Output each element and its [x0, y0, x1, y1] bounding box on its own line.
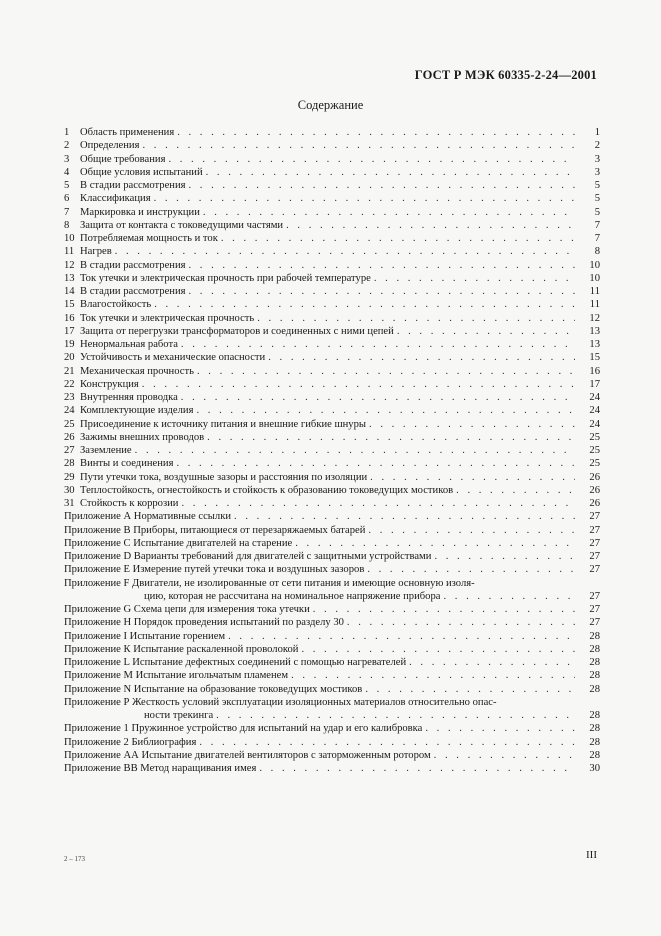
toc-entry — [64, 391, 600, 404]
toc-entry-page: 3 — [594, 166, 600, 178]
toc-entry-page: 27 — [589, 617, 600, 629]
toc-entry-page: 28 — [589, 736, 600, 748]
toc-entry-page: 28 — [589, 643, 600, 655]
toc-entry-text: Зажимы внешних проводов — [80, 431, 205, 443]
toc-entry-label: Приложение ВВ Метод наращивания имея — [64, 763, 257, 774]
toc-entry-page: 7 — [594, 219, 600, 231]
toc-entry-label: Приложение С Испытание двигателей на старение — [64, 537, 293, 549]
toc-entry-number: 27 — [64, 445, 75, 456]
toc-entry-label — [64, 259, 186, 272]
toc-entry — [64, 471, 600, 484]
toc-entry-number: 14 — [64, 286, 75, 297]
toc-entry-label — [64, 471, 367, 484]
toc-entry-line — [64, 696, 600, 709]
toc-entry — [64, 510, 600, 523]
toc-entry — [64, 179, 600, 192]
toc-entry-page: 5 — [594, 180, 600, 191]
toc-entry-label — [64, 365, 194, 378]
toc-entry-number: 19 — [64, 339, 75, 350]
toc-entry-text: Маркировка и инструкции — [80, 206, 200, 218]
toc-entry-page: 5 — [594, 206, 600, 218]
toc-entry-page: 15 — [589, 352, 600, 364]
toc-entry — [64, 126, 600, 139]
leader-dots — [181, 497, 575, 510]
toc-entry — [64, 762, 600, 775]
leader-dots — [168, 153, 575, 166]
leader-dots — [216, 709, 575, 722]
toc-entry-label: Приложение 2 Библиография — [64, 736, 197, 748]
toc-entry-page: 24 — [589, 418, 600, 430]
toc-entry — [64, 603, 600, 616]
toc-entry — [64, 643, 600, 656]
toc-entry-number: 31 — [64, 498, 75, 509]
toc-entry-label: Приложение М Испытание игольчатым пламенем — [64, 670, 289, 682]
toc-entry-number: 23 — [64, 392, 75, 403]
toc-entry — [64, 404, 600, 417]
toc-entry — [64, 497, 600, 510]
toc-entry-label: Приложение К Испытание раскаленной проволокой — [64, 643, 299, 655]
toc-entry-label — [64, 404, 193, 417]
leader-dots — [409, 656, 575, 669]
toc-entry-page: 16 — [589, 365, 600, 377]
toc-entry-page: 8 — [594, 246, 600, 258]
leader-dots — [115, 245, 575, 258]
toc-entry-text: Ток утечки и электрическая прочность — [80, 312, 255, 324]
toc-entry-page: 17 — [589, 378, 600, 390]
toc-entry-label — [64, 378, 139, 391]
toc-entry-text: Ненормальная работа — [80, 339, 178, 350]
toc-entry-page: 10 — [589, 272, 600, 284]
toc-entry-text: Внутренняя проводка — [80, 392, 178, 403]
toc-entry-page: 24 — [589, 392, 600, 403]
toc-entry-number: 21 — [64, 365, 75, 377]
toc-entry — [64, 206, 600, 219]
page-number: III — [586, 849, 597, 861]
toc-entry-number: 2 — [64, 140, 70, 152]
toc-entry-label — [64, 418, 366, 431]
toc-entry-label — [64, 391, 178, 404]
toc-entry-number: 3 — [64, 153, 70, 165]
toc-entry-text: Область применения — [80, 127, 175, 138]
toc-entry-number: 28 — [64, 458, 75, 470]
toc-entry-label-cont: ности трекинга — [144, 710, 214, 721]
toc-entry-text: Комплектующие изделия — [80, 405, 194, 417]
leader-dots — [234, 510, 575, 523]
toc-entry — [64, 749, 600, 762]
toc-entry-label: Приложение F Двигатели, не изолированные от сети питания и имеющие основную изоля- — [64, 577, 475, 589]
toc-entry-text: Стойкость к коррозии — [80, 498, 179, 509]
leader-dots — [259, 762, 575, 775]
toc-entry-text: Защита от перегрузки трансформаторов и соединенных с ними цепей — [80, 325, 394, 337]
table-of-contents — [64, 126, 600, 775]
toc-entry — [64, 630, 600, 643]
toc-entry-page: 13 — [589, 339, 600, 350]
toc-entry-number: 13 — [64, 272, 75, 284]
document-header: ГОСТ Р МЭК 60335-2-24—2001 — [414, 68, 597, 82]
leader-dots — [197, 365, 575, 378]
toc-entry — [64, 669, 600, 682]
toc-entry — [64, 325, 600, 338]
leader-dots — [268, 351, 575, 364]
toc-entry — [64, 378, 600, 391]
toc-entry-line — [64, 590, 600, 603]
toc-entry-text: В стадии рассмотрения — [80, 180, 186, 191]
leader-dots — [295, 537, 575, 550]
toc-entry-text: Винты и соединения — [80, 458, 174, 470]
toc-entry-label — [64, 179, 186, 192]
toc-entry-label — [64, 338, 178, 351]
toc-entry — [64, 312, 600, 325]
toc-entry-page: 11 — [589, 286, 600, 297]
toc-entry-text: Определения — [80, 140, 140, 152]
toc-entry-label: Приложение АА Испытание двигателей вентиляторов с заторможенным ротором — [64, 749, 431, 761]
toc-entry-label — [64, 298, 151, 311]
toc-entry-label — [64, 166, 203, 179]
toc-entry-number: 11 — [64, 246, 75, 258]
leader-dots — [142, 378, 575, 391]
toc-entry-page: 1 — [594, 127, 600, 138]
toc-entry-page: 28 — [589, 657, 600, 668]
toc-entry — [64, 245, 600, 258]
toc-entry-page: 28 — [589, 710, 600, 721]
toc-entry-page: 28 — [589, 683, 600, 695]
toc-entry-page: 28 — [589, 670, 600, 682]
leader-dots — [347, 616, 575, 629]
toc-entry-page: 11 — [589, 299, 600, 311]
leader-dots — [368, 524, 575, 537]
leader-dots — [369, 418, 575, 431]
toc-entry-label: Приложение I Испытание горением — [64, 630, 226, 642]
toc-entry — [64, 683, 600, 696]
toc-entry — [64, 219, 600, 232]
toc-entry — [64, 232, 600, 245]
leader-dots — [199, 736, 575, 749]
toc-entry — [64, 298, 600, 311]
toc-entry-label: Приложение L Испытание дефектных соединений с помощью нагревателей — [64, 657, 407, 668]
toc-entry-page: 2 — [594, 140, 600, 152]
toc-entry — [64, 524, 600, 537]
toc-entry-text: Заземление — [80, 445, 132, 456]
toc-entry-label — [64, 457, 173, 470]
leader-dots — [286, 219, 575, 232]
toc-entry — [64, 272, 600, 285]
leader-dots — [367, 563, 575, 576]
toc-entry-label — [64, 444, 132, 457]
toc-entry-page: 28 — [589, 630, 600, 642]
leader-dots — [181, 338, 575, 351]
toc-entry-label — [64, 325, 394, 338]
toc-entry-label: Приложение Н Порядок проведения испытаний по разделу 30 — [64, 617, 344, 629]
toc-entry-page: 25 — [589, 431, 600, 443]
leader-dots — [221, 232, 575, 245]
toc-entry-label: Приложение N Испытание на образование токоведущих мостиков — [64, 683, 363, 695]
toc-entry — [64, 259, 600, 272]
leader-dots — [189, 285, 576, 298]
toc-entry-label — [64, 153, 165, 166]
toc-entry-label — [64, 351, 265, 364]
leader-dots — [207, 431, 575, 444]
toc-entry — [64, 537, 600, 550]
toc-entry-text: Механическая прочность — [80, 365, 194, 377]
toc-entry — [64, 153, 600, 166]
toc-entry — [64, 285, 600, 298]
leader-dots — [154, 298, 575, 311]
toc-entry-text: Нагрев — [80, 246, 112, 258]
toc-entry-page: 26 — [589, 484, 600, 496]
toc-entry-text: В стадии рассмотрения — [80, 259, 186, 271]
leader-dots — [177, 126, 575, 139]
toc-entry-label — [64, 431, 204, 444]
toc-entry-label: Приложение G Схема цепи для измерения тока утечки — [64, 604, 310, 615]
toc-entry-label: Приложение Е Измерение путей утечки тока и воздушных зазоров — [64, 564, 365, 576]
toc-entry-number: 7 — [64, 206, 70, 218]
toc-entry-text: Ток утечки и электрическая прочность при рабочей температуре — [80, 272, 371, 284]
toc-entry-line — [64, 709, 600, 722]
toc-entry-number: 24 — [64, 405, 75, 417]
toc-entry-page: 26 — [589, 498, 600, 509]
toc-entry-page: 27 — [589, 564, 600, 576]
toc-entry — [64, 722, 600, 735]
leader-dots — [301, 643, 575, 656]
toc-entry-label — [64, 232, 218, 245]
toc-entry-page: 27 — [589, 590, 600, 602]
toc-entry-text: В стадии рассмотрения — [80, 286, 186, 297]
toc-entry-page: 27 — [589, 551, 600, 562]
toc-entry-text: Пути утечки тока, воздушные зазоры и расстояния по изоляции — [80, 471, 368, 483]
toc-entry-label: Приложение Р Жесткость условий эксплуатации изоляционных материалов относительно опас- — [64, 696, 497, 708]
toc-entry-number: 12 — [64, 259, 75, 271]
leader-dots — [443, 590, 575, 603]
toc-entry-number: 5 — [64, 180, 70, 191]
toc-entry-number: 6 — [64, 193, 70, 205]
toc-entry-label — [64, 484, 453, 497]
toc-entry — [64, 365, 600, 378]
leader-dots — [397, 325, 575, 338]
leader-dots — [365, 683, 575, 696]
leader-dots — [203, 206, 575, 219]
toc-entry-number: 20 — [64, 352, 75, 364]
toc-entry-page: 28 — [589, 723, 600, 735]
toc-entry — [64, 166, 600, 179]
toc-entry-page: 27 — [589, 604, 600, 615]
toc-entry-number: 22 — [64, 378, 75, 390]
toc-entry-number: 29 — [64, 471, 75, 483]
toc-entry — [64, 431, 600, 444]
leader-dots — [196, 404, 575, 417]
toc-entry-number: 30 — [64, 484, 75, 496]
leader-dots — [456, 484, 575, 497]
toc-entry-label — [64, 192, 151, 205]
leader-dots — [313, 603, 575, 616]
toc-entry — [64, 338, 600, 351]
toc-entry-text: Конструкция — [80, 378, 139, 390]
toc-entry-label: Приложение В Приборы, питающиеся от перезаряжаемых батарей — [64, 524, 366, 536]
toc-entry-number: 8 — [64, 219, 70, 231]
toc-entry-label — [64, 245, 112, 258]
toc-entry-page: 27 — [589, 524, 600, 536]
toc-entry-label — [64, 206, 200, 219]
toc-entry-multiline — [64, 696, 600, 723]
toc-entry-page: 30 — [589, 763, 600, 774]
toc-entry — [64, 484, 600, 497]
toc-entry — [64, 444, 600, 457]
toc-entry-page: 27 — [589, 511, 600, 523]
toc-entry-label — [64, 272, 371, 285]
leader-dots — [142, 139, 575, 152]
leader-dots — [181, 391, 575, 404]
toc-entry — [64, 457, 600, 470]
toc-entry-number: 25 — [64, 418, 75, 430]
toc-entry — [64, 351, 600, 364]
leader-dots — [154, 192, 575, 205]
leader-dots — [206, 166, 575, 179]
toc-entry — [64, 736, 600, 749]
toc-entry-number: 26 — [64, 431, 75, 443]
toc-entry — [64, 656, 600, 669]
toc-entry-label — [64, 497, 178, 510]
toc-entry-text: Потребляемая мощность и ток — [80, 233, 218, 244]
toc-entry-text: Защита от контакта с токоведущими частями — [80, 219, 284, 231]
toc-entry-number: 4 — [64, 166, 70, 178]
leader-dots — [189, 259, 576, 272]
toc-entry-label — [64, 312, 254, 325]
toc-entry — [64, 563, 600, 576]
toc-entry-label — [64, 126, 174, 139]
leader-dots — [291, 669, 575, 682]
toc-entry-number: 16 — [64, 312, 75, 324]
toc-entry-number: 1 — [64, 127, 70, 138]
toc-entry-page: 25 — [589, 458, 600, 470]
toc-entry — [64, 139, 600, 152]
leader-dots — [135, 444, 575, 457]
toc-entry-label — [64, 219, 283, 232]
toc-entry-label: Приложение А Нормативные ссылки — [64, 511, 232, 523]
toc-entry-text: Общие условия испытаний — [80, 166, 203, 178]
toc-entry-label — [64, 285, 186, 298]
toc-entry-label: Приложение 1 Пружинное устройство для испытаний на удар и его калибровка — [64, 723, 423, 735]
toc-entry-page: 27 — [589, 537, 600, 549]
toc-entry-page: 28 — [589, 749, 600, 761]
toc-entry-number: 10 — [64, 233, 75, 244]
toc-entry-page: 7 — [594, 233, 600, 244]
toc-entry-multiline — [64, 577, 600, 604]
toc-entry-number: 15 — [64, 299, 75, 311]
page-code: 2 – 173 — [64, 855, 85, 863]
page-title: Содержание — [297, 98, 364, 112]
leader-dots — [434, 550, 575, 563]
toc-entry-page: 12 — [589, 312, 600, 324]
toc-entry-page: 26 — [589, 471, 600, 483]
toc-entry-page: 13 — [589, 325, 600, 337]
toc-entry-text: Влагостойкость — [80, 299, 152, 311]
toc-entry-page: 3 — [594, 153, 600, 165]
toc-entry-page: 24 — [589, 405, 600, 417]
toc-entry-number: 17 — [64, 325, 75, 337]
toc-entry — [64, 192, 600, 205]
leader-dots — [189, 179, 576, 192]
toc-entry — [64, 550, 600, 563]
leader-dots — [257, 312, 575, 325]
leader-dots — [370, 471, 575, 484]
leader-dots — [228, 630, 575, 643]
toc-entry-page: 5 — [594, 193, 600, 205]
leader-dots — [176, 457, 575, 470]
toc-entry-label: Приложение D Варианты требований для двигателей с защитными устройствами — [64, 551, 432, 562]
toc-entry — [64, 616, 600, 629]
toc-entry-page: 25 — [589, 445, 600, 456]
leader-dots — [425, 722, 575, 735]
toc-entry-label — [64, 139, 139, 152]
toc-entry-text: Теплостойкость, огнестойкость и стойкость к образованию токоведущих мостиков — [80, 484, 454, 496]
toc-entry-text: Классификация — [80, 193, 151, 205]
leader-dots — [434, 749, 575, 762]
toc-entry-text: Присоединение к источнику питания и внешние гибкие шнуры — [80, 418, 367, 430]
toc-entry-label-cont: цию, которая не рассчитана на номинальное напряжение прибора — [144, 590, 441, 602]
toc-entry-text: Устойчивость и механические опасности — [80, 352, 266, 364]
leader-dots — [374, 272, 575, 285]
toc-entry-line — [64, 577, 600, 590]
toc-entry — [64, 418, 600, 431]
toc-entry-page: 10 — [589, 259, 600, 271]
toc-entry-text: Общие требования — [80, 153, 166, 165]
